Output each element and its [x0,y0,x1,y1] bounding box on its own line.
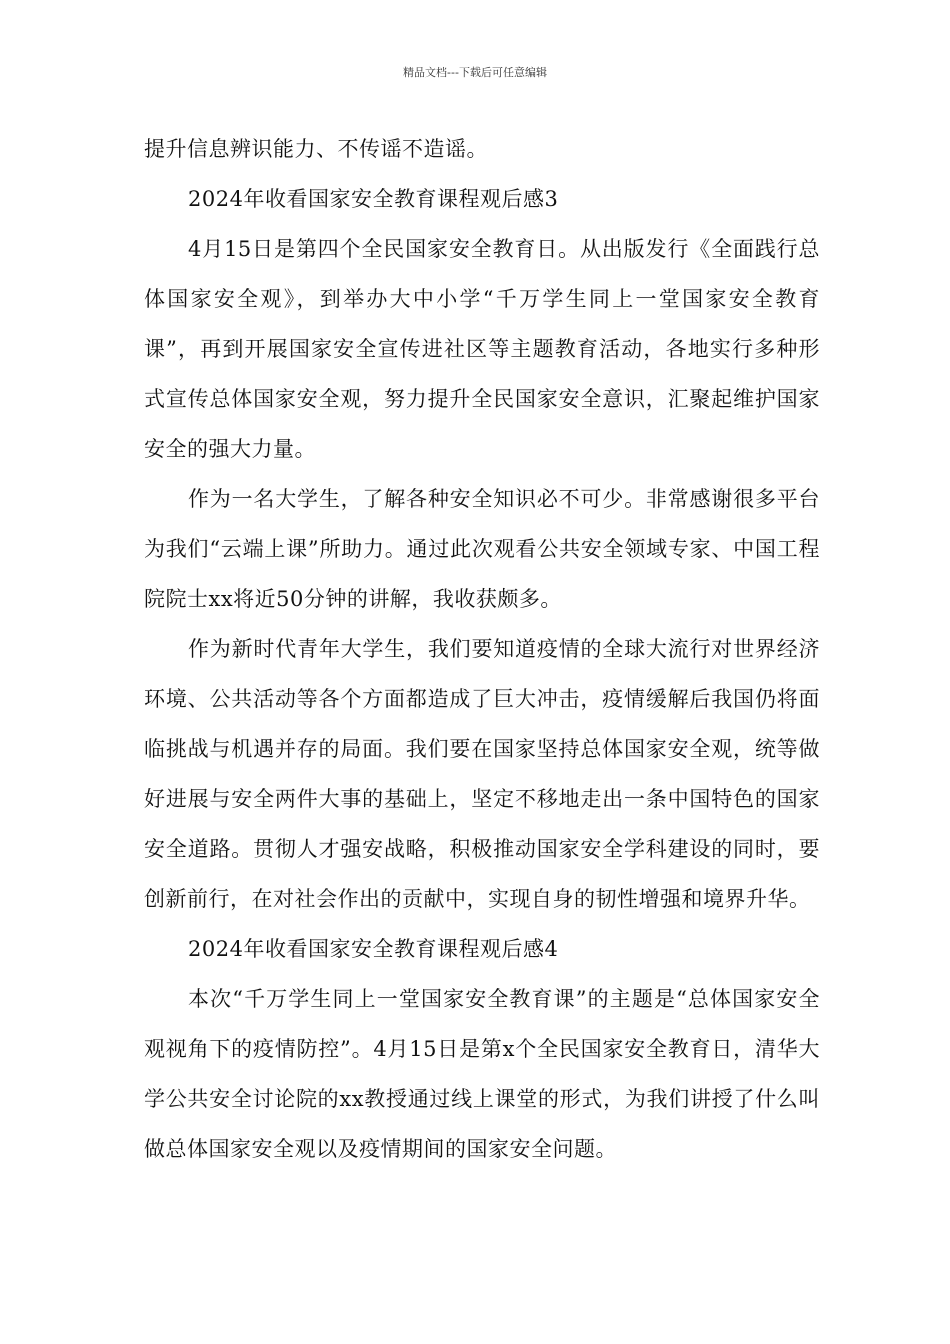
document-body [144,124,820,1174]
page-header: 精品文档---下载后可任意编辑 [403,66,547,79]
paragraph: 本次“千万学生同上一堂国家安全教育课”的主题是“总体国家安全观视角下的疫情防控”。4月15日是第x个全民国家安全教育日，清华大学公共安全讨论院的xx教授通过线上课堂的形式，为我们讲授了什么叫做总体国家安全观以及疫情期间的国家安全问题。 [144,987,820,1161]
paragraph-continued: 提升信息辨识能力、不传谣不造谣。 [144,137,488,161]
paragraph: 作为新时代青年大学生，我们要知道疫情的全球大流行对世界经济环境、公共活动等各个方面都造成了巨大冲击，疫情缓解后我国仍将面临挑战与机遇并存的局面。我们要在国家坚持总体国家安全观，统等做好进展与安全两件大事的基础上，坚定不移地走出一条中国特色的国家安全道路。贯彻人才强安战略，积极推动国家安全学科建设的同时，要创新前行，在对社会作出的贡献中，实现自身的韧性增强和境界升华。 [144,637,820,911]
section-heading-4: 2024年收看国家安全教育课程观后感4 [188,937,559,961]
section-heading-3: 2024年收看国家安全教育课程观后感3 [188,187,559,211]
paragraph: 4月15日是第四个全民国家安全教育日。从出版发行《全面践行总体国家安全观》，到举办大中小学“千万学生同上一堂国家安全教育课”，再到开展国家安全宣传进社区等主题教育活动，各地实行多种形式宣传总体国家安全观，努力提升全民国家安全意识，汇聚起维护国家安全的强大力量。 [144,237,820,461]
paragraph: 作为一名大学生，了解各种安全知识必不可少。非常感谢很多平台为我们“云端上课”所助力。通过此次观看公共安全领域专家、中国工程院院士xx将近50分钟的讲解，我收获颇多。 [144,487,820,611]
